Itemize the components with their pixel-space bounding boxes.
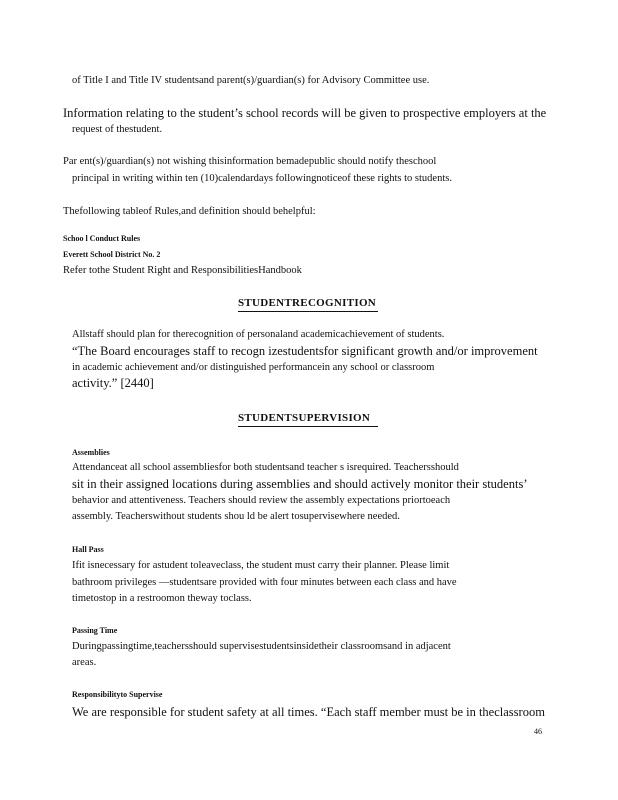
responsibility-line-1: We are responsible for student safety at all times. “Each staff member must be in theclassroom [72, 705, 545, 719]
intro-records-line-2: request of thestudent. [72, 124, 163, 135]
recognition-line-1: Allstaff should plan for therecognition of personaland academicachievement of students. [72, 329, 445, 340]
rules-table-reference: Refer tothe Student Right and ResponsibilitiesHandbook [63, 265, 302, 276]
supervision-heading: STUDENTSUPERVISION [238, 412, 371, 424]
rules-table-row-1: Schoo l Conduct Rules [63, 234, 141, 243]
recognition-heading-underline [238, 311, 378, 312]
passing-time-line-1: Duringpassingtime,teachersshould supervisestudentsinsidetheir classroomsand in adjacent [72, 641, 451, 652]
intro-table-line: Thefollowing tableof Rules,and definition should behelpful: [63, 206, 316, 217]
passing-time-title: Passing Time [72, 626, 118, 635]
recognition-line-2: “The Board encourages staff to recogn izestudentsfor significant growth and/or improvement [72, 344, 538, 358]
intro-records-line-1: Information relating to the student’s school records will be given to prospective employers at the [63, 106, 547, 120]
hall-pass-title: Hall Pass [72, 545, 104, 554]
responsibility-title: Responsibilityto Supervise [72, 690, 163, 699]
rules-table-row-2: Everett School District No. 2 [63, 250, 161, 259]
assemblies-line-3: behavior and attentiveness. Teachers should review the assembly expectations priortoeach [72, 495, 451, 506]
assemblies-title: Assemblies [72, 448, 110, 457]
assemblies-line-4: assembly. Teacherswithout students shou ld be alert tosupervisewhere needed. [72, 511, 400, 522]
supervision-heading-underline [238, 426, 378, 427]
recognition-heading: STUDENTRECOGNITION [238, 297, 377, 309]
assemblies-line-2: sit in their assigned locations during assemblies and should actively monitor their students’ [72, 477, 528, 491]
page-number: 46 [534, 727, 542, 736]
hall-pass-line-1: Ifit isnecessary for astudent toleaveclass, the student must carry their planner. Please limit [72, 560, 450, 571]
hall-pass-line-2: bathroom privileges —studentsare provided with four minutes between each class and have [72, 577, 457, 588]
intro-notify-line-1: Par ent(s)/guardian(s) not wishing thisinformation bemadepublic should notify theschool [63, 156, 437, 167]
hall-pass-line-3: timetostop in a restroomon theway toclass. [72, 593, 252, 604]
recognition-line-4: activity.” [2440] [72, 376, 154, 390]
intro-line-1: of Title I and Title IV studentsand parent(s)/guardian(s) for Advisory Committee use. [72, 75, 430, 86]
passing-time-line-2: areas. [72, 657, 97, 668]
recognition-line-3: in academic achievement and/or distinguished performancein any school or classroom [72, 362, 435, 373]
assemblies-line-1: Attendanceat all school assembliesfor both studentsand teacher s isrequired. Teachersshould [72, 462, 459, 473]
intro-notify-line-2: principal in writing within ten (10)calendardays followingnoticeof these rights to students. [72, 173, 452, 184]
